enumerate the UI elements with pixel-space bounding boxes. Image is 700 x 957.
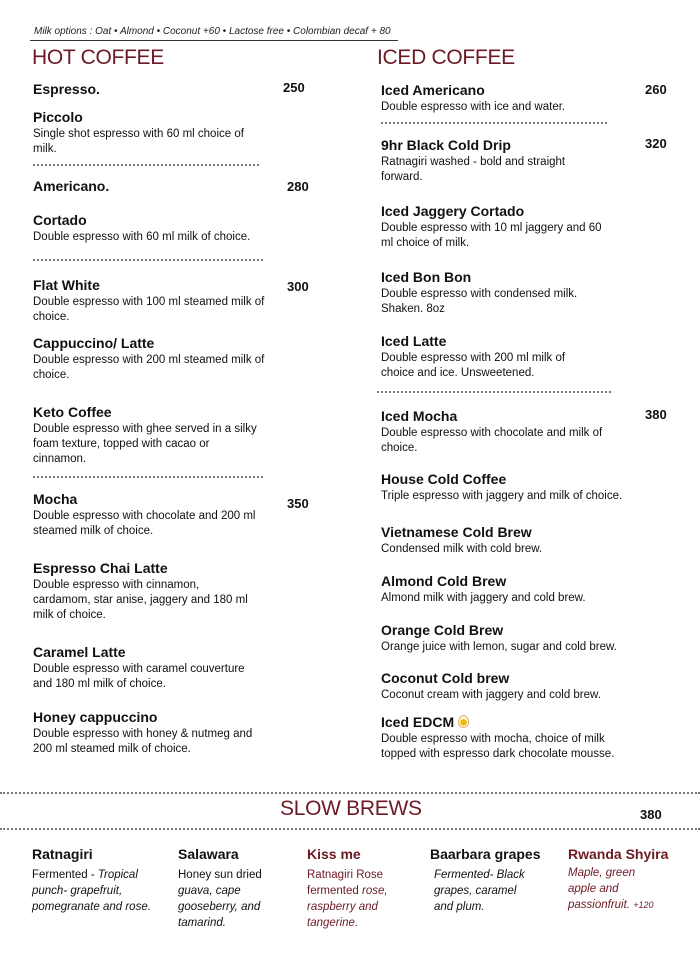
item-description: Orange juice with lemon, sugar and cold brew.: [381, 641, 617, 653]
item-price: 320: [645, 136, 667, 151]
item-name: Iced Bon Bon: [381, 269, 472, 285]
menu-item-cortado: [33, 211, 273, 245]
brew-desc-italic: Tropical punch- grapefruit, pomegranate and rose.: [32, 869, 151, 913]
item-name-text: Iced EDCM: [381, 714, 455, 730]
milk-options: Milk options : Oat • Almond • Coconut +60 • Lactose free • Colombian decaf + 80: [34, 26, 391, 37]
menu-item-house-cold-coffee: [381, 470, 671, 504]
iced-coffee-title: ICED COFFEE: [377, 46, 515, 69]
brew-desc-italic: rose, raspberry and tangerine.: [307, 885, 388, 929]
brew-desc-plain: Ratnagiri Rose fermented: [307, 869, 384, 897]
item-name: Americano.: [33, 178, 110, 194]
menu-item-coconut-cold-brew: [381, 669, 671, 703]
egg-icon: [458, 715, 469, 728]
hot-coffee-title: HOT COFFEE: [32, 46, 164, 69]
item-name: Espresso.: [33, 81, 100, 97]
item-description: Ratnagiri washed - bold and straight forward.: [381, 156, 566, 183]
item-name: Iced Mocha: [381, 408, 458, 424]
item-name: Iced Jaggery Cortado: [381, 203, 525, 219]
menu-item-americano: [33, 177, 313, 195]
item-description: Double espresso with 100 ml steamed milk of choice.: [33, 296, 265, 323]
item-name: [381, 713, 641, 731]
item-name: Coconut Cold brew: [381, 670, 510, 686]
item-name: Vietnamese Cold Brew: [381, 524, 532, 540]
menu-item-honey-cappuccino: [33, 708, 263, 757]
milk-options-rule: [30, 40, 398, 41]
menu-item-almond-cold-brew: [381, 572, 671, 606]
item-name: Mocha: [33, 491, 78, 507]
brew-name: Salawara: [178, 846, 239, 862]
brew-ratnagiri: [32, 845, 152, 915]
brew-desc-plain: Honey sun dried: [178, 869, 262, 881]
menu-item-cappuccino-latte: [33, 334, 273, 383]
item-name: Almond Cold Brew: [381, 573, 507, 589]
slow-brews-price: 380: [640, 807, 662, 822]
section-divider: [381, 122, 607, 124]
item-price: 350: [287, 496, 309, 511]
section-divider: [33, 164, 259, 166]
brew-description: [430, 867, 530, 915]
item-description: Single shot espresso with 60 ml choice of milk.: [33, 128, 244, 155]
menu-item-piccolo: [33, 108, 253, 157]
menu-item-flat-white: [33, 276, 273, 325]
menu-item-iced-bon-bon: [381, 268, 596, 317]
item-description: Double espresso with ghee served in a silky foam texture, topped with cacao or cinnamon.: [33, 423, 257, 465]
menu-item-keto-coffee: [33, 403, 263, 467]
item-name: Cappuccino/ Latte: [33, 335, 155, 351]
menu-item-orange-cold-brew: [381, 621, 671, 655]
section-divider: [33, 259, 263, 261]
item-name: Honey cappuccino: [33, 709, 158, 725]
item-name: Iced Latte: [381, 333, 447, 349]
item-description: Triple espresso with jaggery and milk of choice.: [381, 490, 623, 502]
menu-item-9hr-black-cold-drip: [381, 136, 591, 185]
item-name: 9hr Black Cold Drip: [381, 137, 511, 153]
item-description: Double espresso with caramel couverture and 180 ml milk of choice.: [33, 663, 245, 690]
item-description: Double espresso with chocolate and 200 ml steamed milk of choice.: [33, 510, 256, 537]
menu-item-iced-edcm: [381, 713, 641, 762]
brew-description: [178, 867, 288, 931]
menu-item-iced-mocha: [381, 407, 626, 456]
menu-item-espresso: [33, 80, 313, 98]
brew-name: Kiss me: [307, 846, 361, 862]
menu-item-espresso-chai-latte: [33, 559, 258, 623]
item-price: 280: [287, 179, 309, 194]
item-description: Double espresso with condensed milk. Shaken. 8oz: [381, 288, 578, 315]
item-name: House Cold Coffee: [381, 471, 507, 487]
item-name: Flat White: [33, 277, 100, 293]
item-description: Double espresso with ice and water.: [381, 101, 566, 113]
slow-brews-top-rule: [0, 792, 700, 794]
brew-name: Rwanda Shyira: [568, 846, 669, 862]
item-name: Keto Coffee: [33, 404, 112, 420]
item-description: Coconut cream with jaggery and cold brew.: [381, 689, 601, 701]
brew-kiss-me: [307, 845, 417, 931]
brew-description: [568, 865, 663, 913]
item-price: 380: [645, 407, 667, 422]
brew-salawara: [178, 845, 288, 931]
brew-description: [32, 867, 152, 915]
brew-description: [307, 867, 417, 931]
item-description: Double espresso with honey & nutmeg and 200 ml steamed milk of choice.: [33, 728, 253, 755]
brew-baarbara-grapes: [430, 845, 555, 915]
item-description: Condensed milk with cold brew.: [381, 543, 543, 555]
item-name: Piccolo: [33, 109, 83, 125]
section-divider: [377, 391, 611, 393]
section-divider: [33, 476, 263, 478]
menu-item-caramel-latte: [33, 643, 263, 692]
menu-item-mocha: [33, 490, 263, 539]
brew-name: Ratnagiri: [32, 846, 93, 862]
menu-item-vietnamese-cold-brew: [381, 523, 671, 557]
item-description: Double espresso with 200 ml steamed milk of choice.: [33, 354, 265, 381]
item-description: Double espresso with mocha, choice of milk topped with espresso dark chocolate mousse.: [381, 733, 615, 760]
item-description: Double espresso with 60 ml milk of choice.: [33, 231, 251, 243]
brew-desc-italic: Fermented- Black grapes, caramel and plum.: [434, 869, 525, 913]
menu-item-iced-jaggery-cortado: [381, 202, 606, 251]
item-description: Double espresso with chocolate and milk of choice.: [381, 427, 603, 454]
item-name: Espresso Chai Latte: [33, 560, 168, 576]
brew-desc-italic: Maple, green apple and passionfruit.: [568, 867, 636, 911]
brew-name: Baarbara grapes: [430, 846, 541, 862]
item-name: Caramel Latte: [33, 644, 126, 660]
slow-brews-title: SLOW BREWS: [280, 797, 422, 820]
item-name: Cortado: [33, 212, 87, 228]
menu-item-iced-latte: [381, 332, 591, 381]
brew-desc-plain: Fermented -: [32, 869, 98, 881]
item-name: Iced Americano: [381, 82, 485, 98]
item-price: 260: [645, 82, 667, 97]
item-description: Double espresso with cinnamon, cardamom, star anise, jaggery and 180 ml milk of choice.: [33, 579, 248, 621]
brew-rwanda-shyira: [568, 845, 693, 913]
item-description: Almond milk with jaggery and cold brew.: [381, 592, 586, 604]
slow-brews-bottom-rule: [0, 828, 700, 830]
item-description: Double espresso with 200 ml milk of choice and ice. Unsweetened.: [381, 352, 566, 379]
item-description: Double espresso with 10 ml jaggery and 60 ml choice of milk.: [381, 222, 602, 249]
menu-item-iced-americano: [381, 81, 631, 115]
brew-extra-price: +120: [633, 900, 654, 910]
item-price: 250: [283, 80, 305, 95]
brew-desc-italic: guava, cape gooseberry, and tamarind.: [178, 885, 261, 929]
item-price: 300: [287, 279, 309, 294]
item-name: Orange Cold Brew: [381, 622, 504, 638]
